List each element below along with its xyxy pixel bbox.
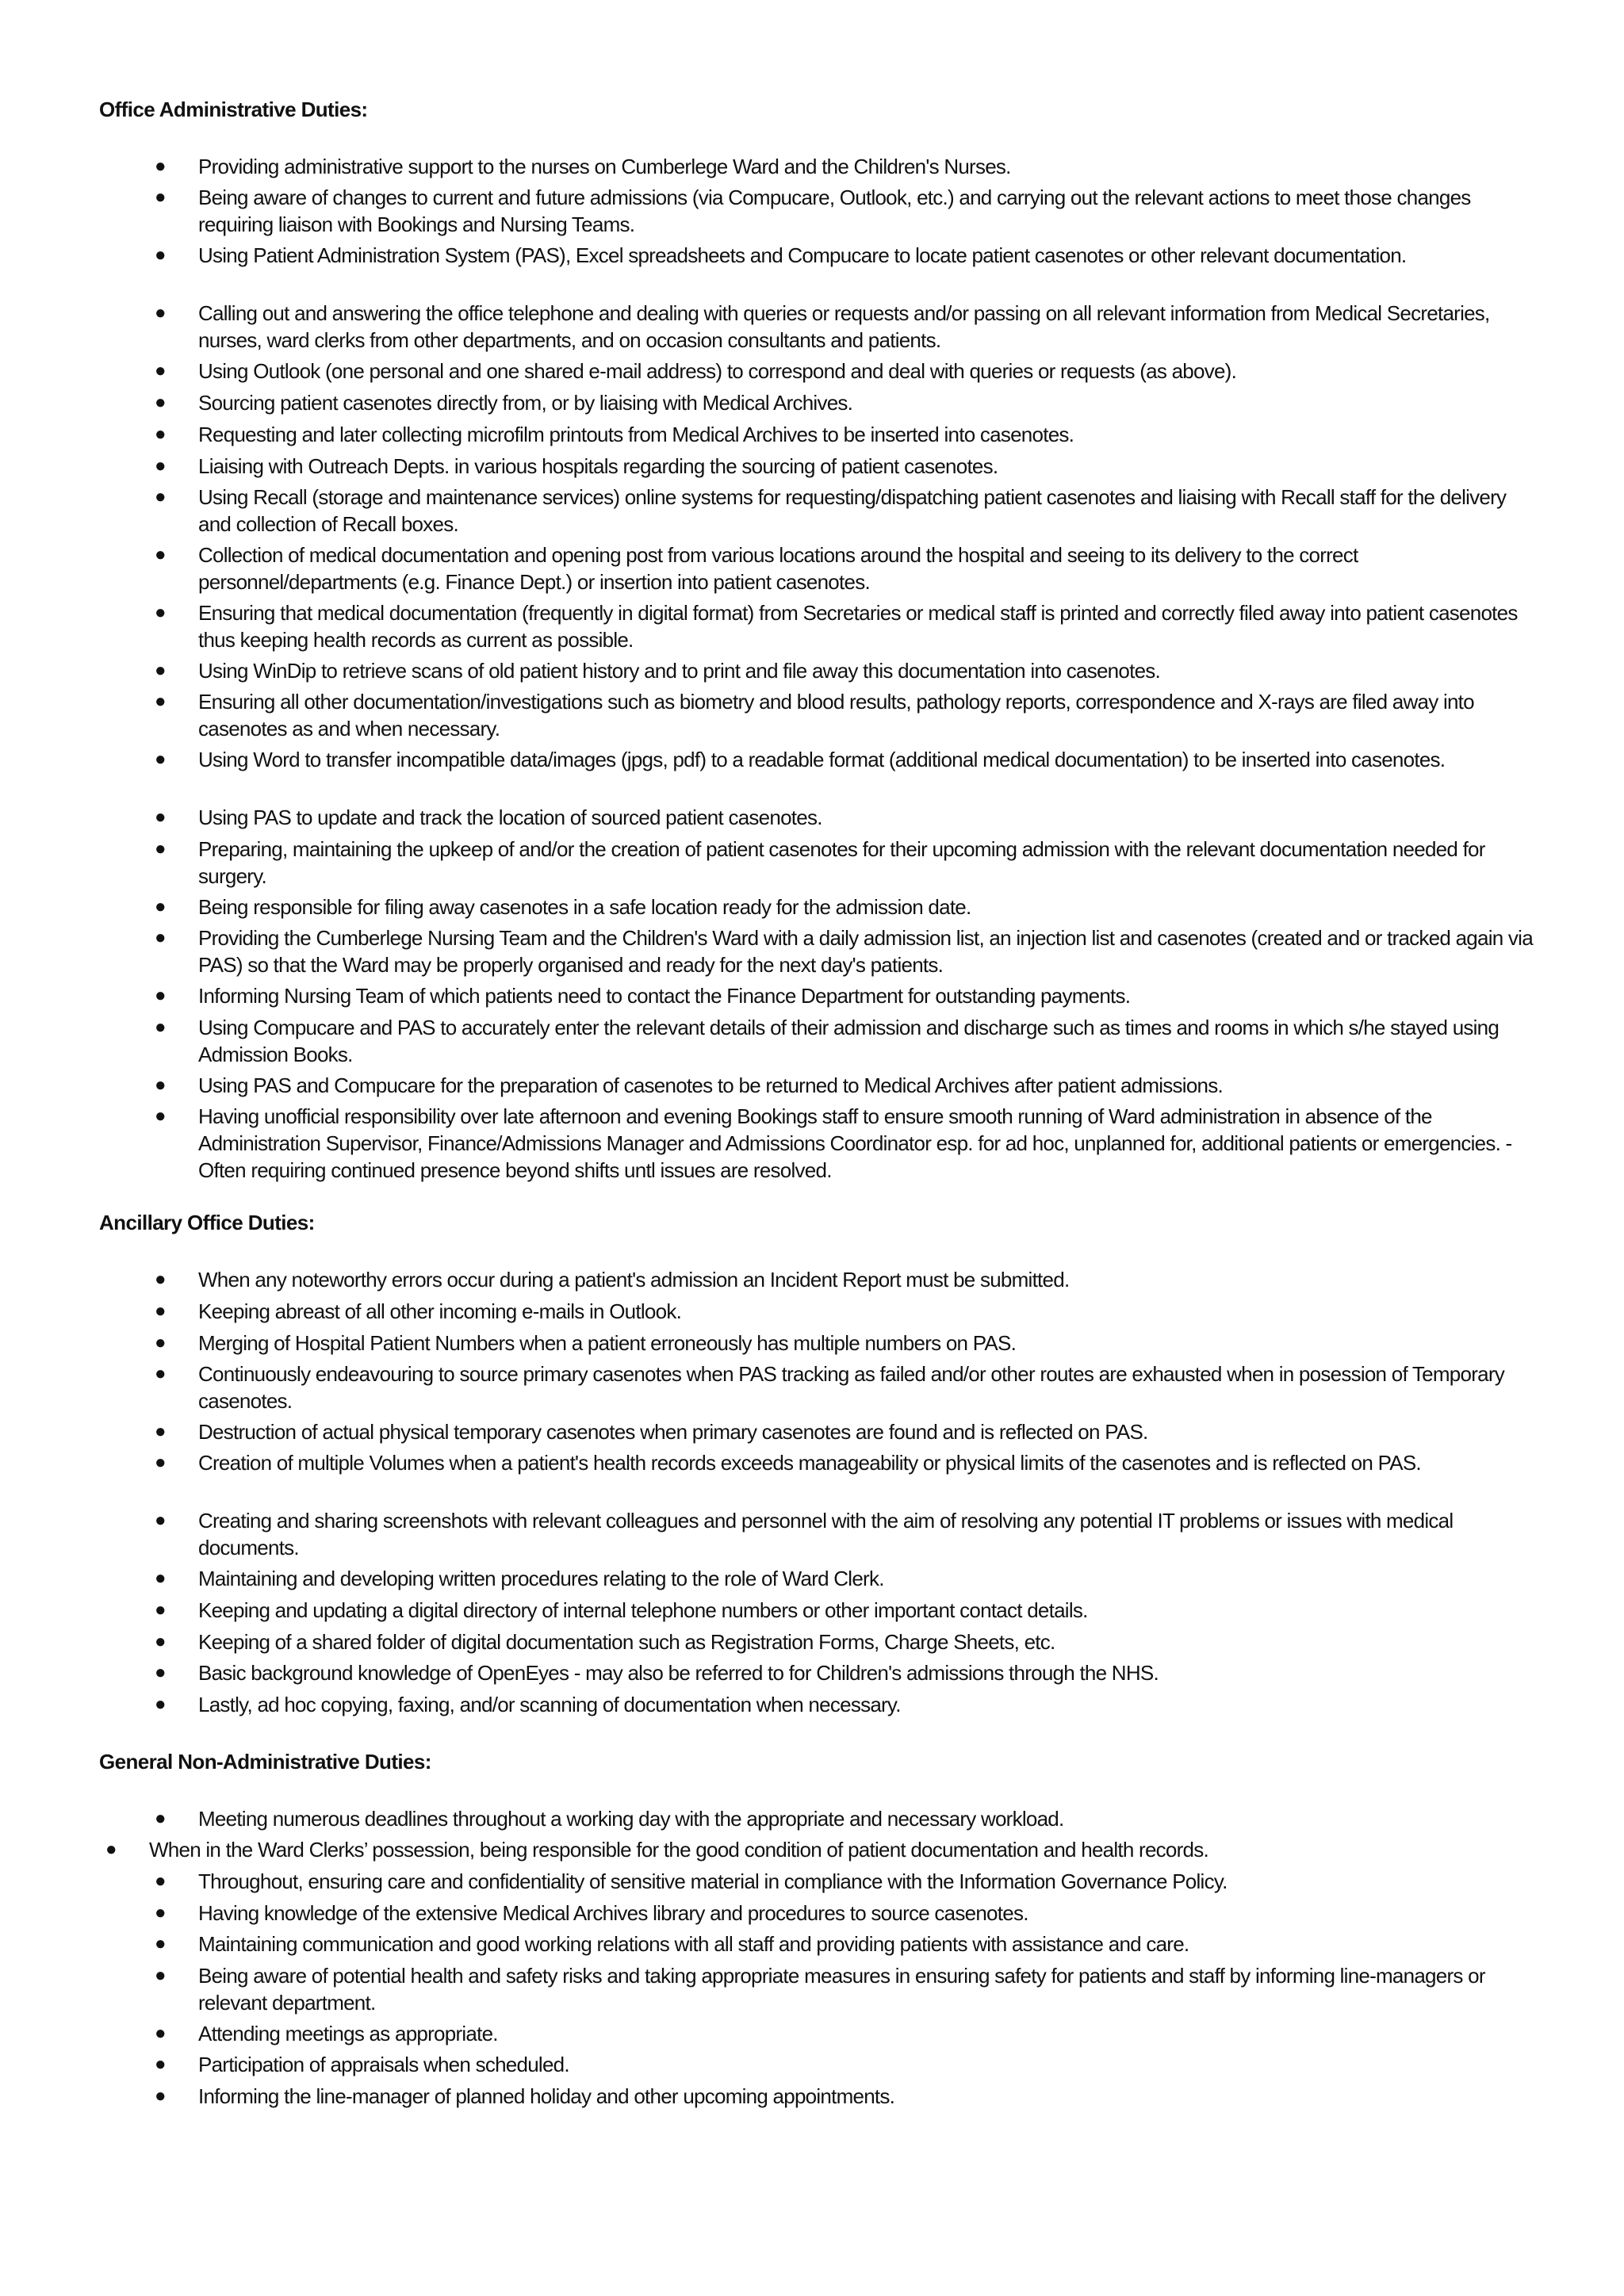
bullet-icon: ●: [155, 544, 166, 565]
list-item: ● Using Recall (storage and maintenance services) online systems for requesting/dispatching patient casenotes and liaising with Recall staff for the delivery and collection of Recall boxes.: [155, 485, 1507, 536]
list-item: ● Using Word to transfer incompatible data/images (jpgs, pdf) to a readable format (additional medical documentation) to be inserted into casenotes.: [155, 748, 1446, 771]
list-item: ● Keeping of a shared folder of digital documentation such as Registration Forms, Charge Sheets, etc.: [155, 1630, 1055, 1654]
bullet-icon: ●: [155, 1662, 166, 1683]
list-item: ● Continuously endeavouring to source primary casenotes when PAS tracking as failed and/or other routes are exhausted when in posession of Temporary casenotes.: [155, 1362, 1504, 1413]
bullet-icon: ●: [155, 1074, 166, 1096]
list-item: ● Ensuring that medical documentation (frequently in digital format) from Secretaries or medical staff is printed and correctly filed away into patient casenotes thus keeping health records as current as possible.: [155, 601, 1518, 652]
bullet-icon: ●: [155, 838, 166, 859]
bullet-icon: ●: [155, 896, 166, 917]
bullet-icon: ●: [155, 244, 166, 266]
bullet-icon: ●: [155, 1016, 166, 1038]
bullet-icon: ●: [155, 1965, 166, 1986]
list-item: ● Being responsible for filing away casenotes in a safe location ready for the admission date.: [155, 895, 971, 919]
bullet-icon: ●: [155, 1300, 166, 1322]
bullet-icon: ●: [155, 1452, 166, 1473]
bullet-icon: ●: [155, 1363, 166, 1384]
list-item: ● Using WinDip to retrieve scans of old patient history and to print and file away this documentation into casenotes.: [155, 659, 1161, 683]
list-item: ● Merging of Hospital Patient Numbers when a patient erroneously has multiple numbers on PAS.: [155, 1331, 1017, 1355]
list-item: ● Preparing, maintaining the upkeep of and/or the creation of patient casenotes for their upcoming admission with the relevant documentation needed for surgery.: [155, 837, 1485, 888]
bullet-icon: ●: [155, 2053, 166, 2075]
bullet-icon: ●: [155, 302, 166, 323]
bullet-icon: ●: [155, 691, 166, 712]
list-item: ● Maintaining communication and good working relations with all staff and providing patients with assistance and care.: [155, 1932, 1189, 1956]
bullet-icon: ●: [155, 1693, 166, 1715]
list-item: ● Participation of appraisals when scheduled.: [155, 2053, 569, 2076]
bullet-icon: ●: [155, 455, 166, 476]
list-item: ● Providing the Cumberlege Nursing Team and the Children's Ward with a daily admission list, an injection list and casenotes (created and or tracked again via PAS) so that the Ward may be properly organised and ready for the next day's patients.: [155, 926, 1533, 977]
list-item: ● Ensuring all other documentation/investigations such as biometry and blood results, pathology reports, correspondence and X-rays are filed away into casenotes as and when necessary.: [155, 690, 1474, 740]
section-heading-office-administrative: Office Administrative Duties:: [99, 98, 368, 121]
list-item: ● Using Compucare and PAS to accurately enter the relevant details of their admission and discharge such as times and rooms in which s/he stayed using Admission Books.: [155, 1016, 1500, 1066]
list-item: ● Providing administrative support to the nurses on Cumberlege Ward and the Children's Nurses.: [155, 155, 1011, 178]
bullet-icon: ●: [155, 423, 166, 445]
section-heading-ancillary-office: Ancillary Office Duties:: [99, 1211, 315, 1234]
bullet-icon: ●: [155, 1808, 166, 1829]
list-item: ● Keeping abreast of all other incoming e-mails in Outlook.: [155, 1299, 682, 1323]
list-item: ● Using PAS to update and track the location of sourced patient casenotes.: [155, 806, 822, 829]
bullet-icon: ●: [155, 748, 166, 770]
bullet-icon: ●: [155, 1332, 166, 1353]
list-item: ● When any noteworthy errors occur during a patient's admission an Incident Report must be submitted.: [155, 1268, 1070, 1292]
bullet-icon: ●: [155, 1631, 166, 1652]
list-item: ● Having knowledge of the extensive Medical Archives library and procedures to source casenotes.: [155, 1901, 1028, 1925]
bullet-icon: ●: [155, 1599, 166, 1621]
list-item: ● Sourcing patient casenotes directly from, or by liaising with Medical Archives.: [155, 391, 853, 415]
list-item: ● Destruction of actual physical temporary casenotes when primary casenotes are found and is reflected on PAS.: [155, 1420, 1148, 1444]
bullet-icon: ●: [155, 155, 166, 177]
bullet-icon: ●: [155, 1269, 166, 1290]
list-item: ● Maintaining and developing written procedures relating to the role of Ward Clerk.: [155, 1567, 884, 1590]
bullet-icon: ●: [155, 392, 166, 413]
bullet-icon: ●: [155, 927, 166, 948]
list-item: ● Using PAS and Compucare for the preparation of casenotes to be returned to Medical Archives after patient admissions.: [155, 1073, 1223, 1097]
bullet-icon: ●: [155, 985, 166, 1006]
list-item: ● Creating and sharing screenshots with relevant colleagues and personnel with the aim of resolving any potential IT problems or issues with medical documents.: [155, 1509, 1454, 1559]
bullet-icon: ●: [155, 1567, 166, 1589]
list-item: ● Lastly, ad hoc copying, faxing, and/or scanning of documentation when necessary.: [155, 1693, 901, 1716]
list-item: ● Liaising with Outreach Depts. in various hospitals regarding the sourcing of patient casenotes.: [155, 454, 998, 478]
bullet-icon: ●: [105, 1839, 117, 1860]
bullet-icon: ●: [155, 806, 166, 828]
list-item: ● Keeping and updating a digital directory of internal telephone numbers or other important contact details.: [155, 1598, 1088, 1622]
list-item: ● Attending meetings as appropriate.: [155, 2022, 498, 2045]
list-item: ● Being aware of potential health and safety risks and taking appropriate measures in ensuring safety for patients and staff by informing line-managers or relevant department.: [155, 1964, 1485, 2015]
list-item: ● Requesting and later collecting microfilm printouts from Medical Archives to be inserted into casenotes.: [155, 423, 1074, 446]
bullet-icon: ●: [155, 1421, 166, 1442]
bullet-icon: ●: [155, 2022, 166, 2044]
bullet-icon: ●: [155, 1510, 166, 1531]
bullet-icon: ●: [155, 486, 166, 507]
list-item: ● Throughout, ensuring care and confidentiality of sensitive material in compliance with the Information Governance Policy.: [155, 1869, 1228, 1893]
list-item: ● Having unofficial responsibility over late afternoon and evening Bookings staff to ensure smooth running of Ward administration in absence of the Administration Supervisor, Finance/Admissions Manager and Admissions Coordinator esp. for ad hoc, unplanned for, additional patients or emergencies. - Often requiring continued presence beyond shifts untl issues are resolved.: [155, 1104, 1512, 1182]
bullet-icon: ●: [155, 1933, 166, 1954]
bullet-icon: ●: [155, 1105, 166, 1127]
bullet-icon: ●: [155, 186, 166, 208]
list-item: ● Informing Nursing Team of which patients need to contact the Finance Department for outstanding payments.: [155, 984, 1131, 1008]
list-item: ● When in the Ward Clerks’ possession, being responsible for the good condition of patient documentation and health records.: [105, 1838, 1208, 1862]
list-item: ● Creation of multiple Volumes when a patient's health records exceeds manageability or physical limits of the casenotes and is reflected on PAS.: [155, 1451, 1421, 1475]
section-heading-general-non-administrative: General Non-Administrative Duties:: [99, 1750, 431, 1774]
list-item: ● Using Patient Administration System (PAS), Excel spreadsheets and Compucare to locate patient casenotes or other relevant documentation.: [155, 243, 1407, 267]
list-item: ● Informing the line-manager of planned holiday and other upcoming appointments.: [155, 2084, 895, 2108]
bullet-icon: ●: [155, 1870, 166, 1892]
list-item: ● Using Outlook (one personal and one shared e-mail address) to correspond and deal with queries or requests (as above).: [155, 359, 1237, 383]
list-item: ● Being aware of changes to current and future admissions (via Compucare, Outlook, etc.) and carrying out the relevant actions to meet those changes requiring liaison with Bookings and Nursing Teams.: [155, 186, 1471, 236]
bullet-icon: ●: [155, 2085, 166, 2107]
list-item: ● Basic background knowledge of OpenEyes - may also be referred to for Children's admissions through the NHS.: [155, 1661, 1159, 1685]
list-item: ● Calling out and answering the office telephone and dealing with queries or requests and/or passing on all relevant information from Medical Secretaries, nurses, ward clerks from other departments, and on occasion consultants and patients.: [155, 301, 1490, 352]
bullet-icon: ●: [155, 602, 166, 623]
bullet-icon: ●: [155, 1902, 166, 1923]
list-item: ● Collection of medical documentation and opening post from various locations around the hospital and seeing to its delivery to the correct personnel/departments (e.g. Finance Dept.) or insertion into patient casenotes.: [155, 543, 1358, 594]
bullet-icon: ●: [155, 660, 166, 681]
list-item: ● Meeting numerous deadlines throughout a working day with the appropriate and necessary workload.: [155, 1807, 1064, 1831]
bullet-icon: ●: [155, 360, 166, 381]
